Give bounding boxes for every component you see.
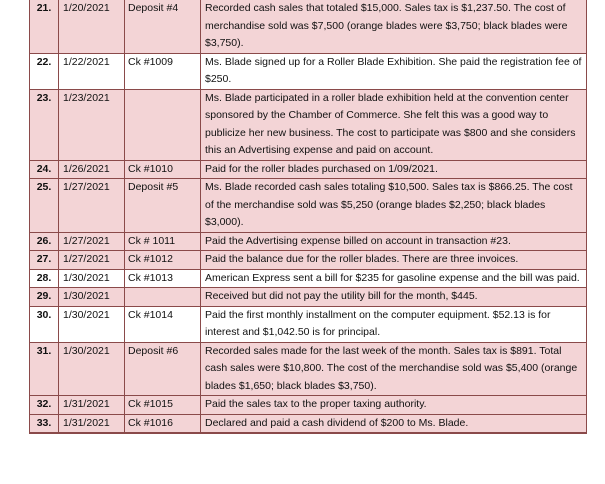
transaction-number: 21. xyxy=(30,0,59,53)
transaction-description: Recorded cash sales that totaled $15,000. Sales tax is $1,237.50. The cost of merchandise sold was $7,500 (orange blades were $3,750; black blades were $3,750). xyxy=(201,0,587,53)
transaction-reference: Deposit #5 xyxy=(125,179,201,233)
transaction-number: 33. xyxy=(30,414,59,433)
transaction-reference: Ck # 1011 xyxy=(125,232,201,251)
transaction-reference: Ck #1015 xyxy=(125,396,201,415)
transaction-description: Paid the Advertising expense billed on account in transaction #23. xyxy=(201,232,587,251)
table-row xyxy=(30,288,587,307)
transaction-reference: Deposit #6 xyxy=(125,342,201,396)
transaction-date: 1/31/2021 xyxy=(59,396,125,415)
table-row xyxy=(30,269,587,288)
transaction-reference: Ck #1010 xyxy=(125,160,201,179)
transaction-date: 1/20/2021 xyxy=(59,0,125,53)
transaction-number: 25. xyxy=(30,179,59,233)
transaction-description: Paid for the roller blades purchased on 1/09/2021. xyxy=(201,160,587,179)
transaction-date: 1/31/2021 xyxy=(59,414,125,433)
table-row xyxy=(30,179,587,233)
transaction-number: 22. xyxy=(30,53,59,89)
transaction-date: 1/30/2021 xyxy=(59,342,125,396)
table-row xyxy=(30,0,587,53)
transaction-date: 1/27/2021 xyxy=(59,179,125,233)
transaction-number: 23. xyxy=(30,89,59,160)
transaction-number: 27. xyxy=(30,251,59,270)
transaction-description: Ms. Blade signed up for a Roller Blade Exhibition. She paid the registration fee of $250. xyxy=(201,53,587,89)
transactions-table xyxy=(29,0,587,434)
transaction-date: 1/30/2021 xyxy=(59,306,125,342)
transaction-reference xyxy=(125,89,201,160)
table-row xyxy=(30,414,587,433)
transaction-description: Recorded sales made for the last week of the month. Sales tax is $891. Total cash sales were $10,800. The cost of the merchandise sold was $5,400 (orange blades $1,650; black blades $3,750). xyxy=(201,342,587,396)
transaction-number: 32. xyxy=(30,396,59,415)
transaction-number: 26. xyxy=(30,232,59,251)
transaction-date: 1/23/2021 xyxy=(59,89,125,160)
table-row xyxy=(30,251,587,270)
table-row xyxy=(30,396,587,415)
transaction-reference xyxy=(125,288,201,307)
transaction-date: 1/30/2021 xyxy=(59,288,125,307)
transaction-number: 31. xyxy=(30,342,59,396)
transaction-description: Ms. Blade recorded cash sales totaling $10,500. Sales tax is $866.25. The cost of the merchandise sold was $5,250 (orange blades $2,250; black blades $3,000). xyxy=(201,179,587,233)
transaction-reference: Deposit #4 xyxy=(125,0,201,53)
transaction-date: 1/30/2021 xyxy=(59,269,125,288)
table-row xyxy=(30,342,587,396)
transaction-description: American Express sent a bill for $235 for gasoline expense and the bill was paid. xyxy=(201,269,587,288)
transaction-description: Ms. Blade participated in a roller blade exhibition held at the convention center sponsored by the Chamber of Commerce. She felt this was a good way to publicize her new business. The cost to participate was $800 and she considers this an Advertising expense and paid on account. xyxy=(201,89,587,160)
table-row xyxy=(30,160,587,179)
transaction-reference: Ck #1012 xyxy=(125,251,201,270)
transaction-description: Declared and paid a cash dividend of $200 to Ms. Blade. xyxy=(201,414,587,433)
transaction-reference: Ck #1009 xyxy=(125,53,201,89)
transaction-description: Paid the sales tax to the proper taxing authority. xyxy=(201,396,587,415)
transaction-date: 1/27/2021 xyxy=(59,251,125,270)
transaction-date: 1/27/2021 xyxy=(59,232,125,251)
transaction-date: 1/22/2021 xyxy=(59,53,125,89)
transaction-number: 28. xyxy=(30,269,59,288)
transaction-number: 24. xyxy=(30,160,59,179)
table-row xyxy=(30,306,587,342)
table-row xyxy=(30,89,587,160)
transaction-reference: Ck #1016 xyxy=(125,414,201,433)
transaction-date: 1/26/2021 xyxy=(59,160,125,179)
transaction-number: 30. xyxy=(30,306,59,342)
table-row xyxy=(30,53,587,89)
transaction-reference: Ck #1013 xyxy=(125,269,201,288)
transaction-description: Received but did not pay the utility bill for the month, $445. xyxy=(201,288,587,307)
transaction-number: 29. xyxy=(30,288,59,307)
transaction-description: Paid the balance due for the roller blades. There are three invoices. xyxy=(201,251,587,270)
table-row xyxy=(30,232,587,251)
transaction-description: Paid the first monthly installment on the computer equipment. $52.13 is for interest and $1,042.50 is for principal. xyxy=(201,306,587,342)
transaction-reference: Ck #1014 xyxy=(125,306,201,342)
